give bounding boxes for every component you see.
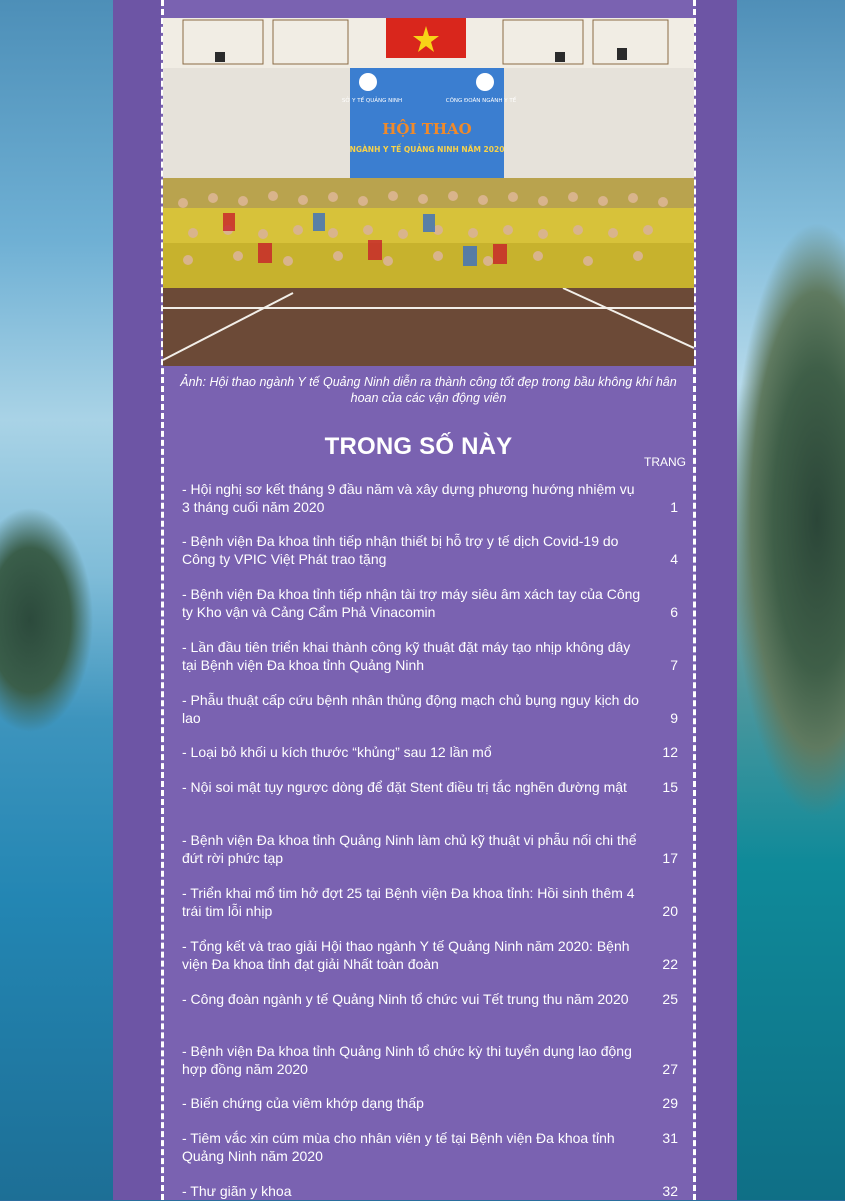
toc-item[interactable] [182, 885, 682, 920]
toc-item-title: - Phẫu thuật cấp cứu bệnh nhân thủng động mạch chủ bụng nguy kịch do lao [182, 692, 639, 726]
toc-item[interactable] [182, 779, 682, 797]
toc-title: TRONG SỐ NÀY [324, 433, 513, 460]
toc-item-page: 7 [670, 656, 678, 673]
toc-item-title: - Triển khai mổ tim hở đợt 25 tại Bệnh viện Đa khoa tỉnh: Hồi sinh thêm 4 trái tim lỗi nhịp [182, 885, 635, 919]
toc-item[interactable] [182, 692, 682, 727]
toc-item-page: 15 [662, 779, 678, 795]
toc-item-page: 17 [662, 849, 678, 866]
background-left-seascape [0, 0, 113, 1200]
toc-item-page: 12 [662, 744, 678, 760]
toc-item-page: 25 [662, 991, 678, 1007]
toc-item-title: - Công đoàn ngành y tế Quảng Ninh tổ chức vui Tết trung thu năm 2020 [182, 991, 629, 1007]
toc-item-page: 4 [670, 550, 678, 567]
banner-title-line2: NGÀNH Y TẾ QUẢNG NINH NĂM 2020 [349, 145, 505, 154]
toc-item[interactable] [182, 533, 682, 568]
toc-item[interactable] [182, 481, 682, 516]
toc-item-title: - Lần đầu tiên triển khai thành công kỹ thuật đặt máy tạo nhịp không dây tại Bệnh viện Đa khoa tỉnh Quảng Ninh [182, 639, 631, 673]
toc-item[interactable] [182, 991, 682, 1009]
background-right-seascape [737, 0, 845, 1200]
toc-item-title: - Thư giãn y khoa [182, 1183, 292, 1199]
toc-item-page: 31 [662, 1130, 678, 1146]
toc-item-page: 29 [662, 1095, 678, 1111]
toc-item-title: - Biến chứng của viêm khớp dạng thấp [182, 1095, 424, 1111]
photo-caption: Ảnh: Hội thao ngành Y tế Quảng Ninh diễn ra thành công tốt đẹp trong bầu không khí hân hoan của các vận động viên [180, 375, 677, 405]
toc-item[interactable] [182, 1130, 682, 1165]
toc-item-page: 1 [670, 498, 678, 515]
toc-item-title: - Hội nghị sơ kết tháng 9 đầu năm và xây dựng phương hướng nhiệm vụ 3 tháng cuối năm 2020 [182, 481, 635, 515]
toc-item[interactable] [182, 938, 682, 973]
toc-item-title: - Bệnh viện Đa khoa tỉnh tiếp nhận tài trợ máy siêu âm xách tay của Công ty Kho vận và Cảng Cẩm Phả Vinacomin [182, 586, 641, 620]
toc-item[interactable] [182, 832, 682, 867]
toc-item-title: - Tiêm vắc xin cúm mùa cho nhân viên y tế tại Bệnh viện Đa khoa tỉnh Quảng Ninh năm 2020 [182, 1130, 615, 1164]
toc-item-page: 32 [662, 1183, 678, 1199]
toc-item-page: 22 [662, 955, 678, 972]
toc-item[interactable] [182, 586, 682, 621]
toc-item[interactable] [182, 1043, 682, 1078]
toc-item[interactable] [182, 744, 682, 762]
toc-item[interactable] [182, 639, 682, 674]
banner-logo-right-text: CÔNG ĐOÀN NGÀNH Y TẾ [445, 98, 517, 104]
toc-item-page: 9 [670, 709, 678, 726]
toc-page-header: TRANG [644, 455, 686, 469]
toc-item[interactable] [182, 1183, 682, 1201]
toc-item-title: - Loại bỏ khối u kích thước “khủng” sau 12 lần mổ [182, 744, 492, 760]
banner-logo-left-text: SỞ Y TẾ QUẢNG NINH [341, 98, 403, 104]
banner-title-line1: HỘI THAO [382, 120, 472, 138]
toc-item-title: - Nội soi mật tụy ngược dòng để đặt Stent điều trị tắc nghẽn đường mật [182, 779, 627, 795]
toc-item-title: - Tổng kết và trao giải Hội thao ngành Y tế Quảng Ninh năm 2020: Bệnh viện Đa khoa tỉnh đạt giải Nhất toàn đoàn [182, 938, 630, 972]
toc-item-page: 6 [670, 603, 678, 620]
toc-item-page: 27 [662, 1060, 678, 1077]
toc-item[interactable] [182, 1095, 682, 1113]
event-photo [163, 18, 694, 366]
toc-item-title: - Bệnh viện Đa khoa tỉnh tiếp nhận thiết bị hỗ trợ y tế dịch Covid-19 do Công ty VPIC Việt Phát trao tặng [182, 533, 619, 567]
toc-item-title: - Bệnh viện Đa khoa tỉnh Quảng Ninh tổ chức kỳ thi tuyển dụng lao động hợp đồng năm 2020 [182, 1043, 632, 1077]
toc-item-title: - Bệnh viện Đa khoa tỉnh Quảng Ninh làm chủ kỹ thuật vi phẫu nối chi thể đứt rời phức tạp [182, 832, 637, 866]
toc-item-page: 20 [662, 902, 678, 919]
